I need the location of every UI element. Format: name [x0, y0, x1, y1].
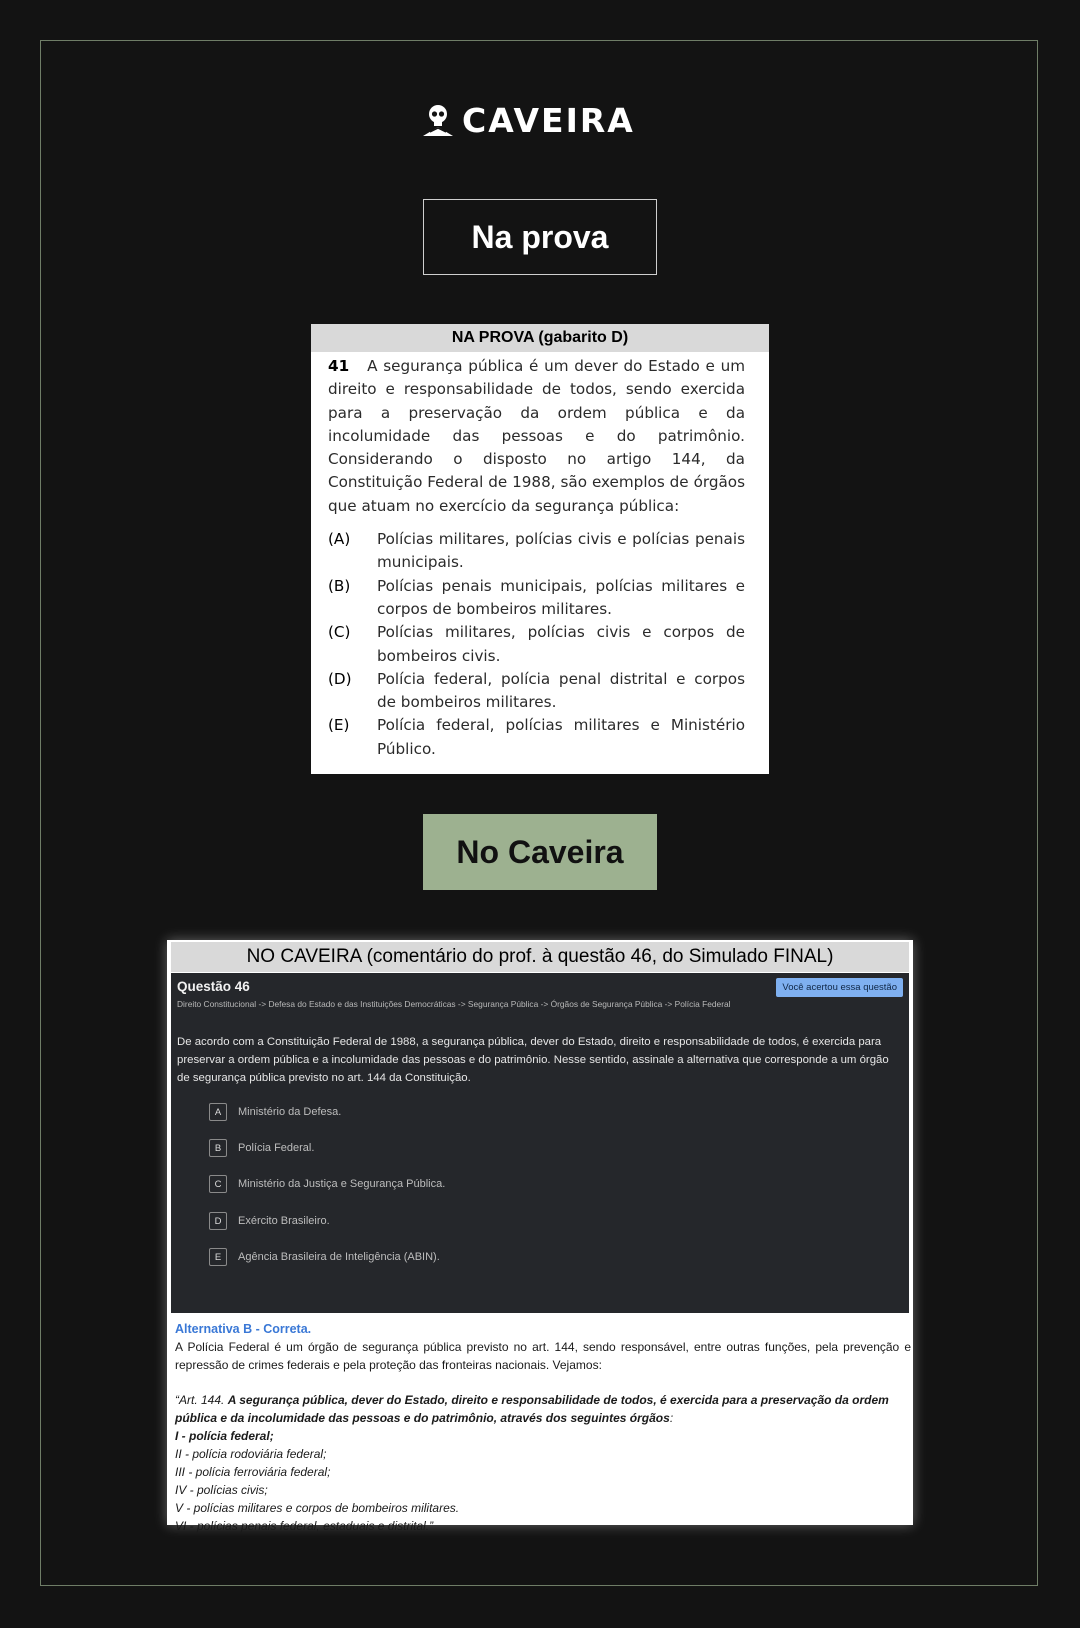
- law-quote-item: V - polícias militares e corpos de bombeiros militares.: [175, 1501, 460, 1515]
- exam-header: NA PROVA (gabarito D): [311, 324, 769, 352]
- alternative-letter[interactable]: A: [209, 1103, 227, 1121]
- exam-option: [328, 714, 745, 761]
- exam-option-text: Polícia federal, polícia penal distrital e corpos de bombeiros militares.: [377, 669, 745, 712]
- law-quote: [175, 1391, 911, 1535]
- law-quote-prefix: “Art. 144.: [175, 1393, 225, 1407]
- skull-icon: [420, 102, 456, 138]
- exam-option-letter: (C): [328, 623, 351, 642]
- question-statement: De acordo com a Constituição Federal de 1988, a segurança pública, dever do Estado, direito e responsabilidade de todos, é exercida para preservar a ordem pública e a incolumidade das pessoas e do patrimônio. Nesse sentido, assinale a alternativa que corresponde a um órgão de segurança pública previsto no art. 144 da Constituição.: [177, 1036, 889, 1084]
- alternative-letter[interactable]: C: [209, 1175, 227, 1193]
- exam-option-letter: (A): [328, 530, 351, 549]
- caveira-comment-card: [167, 940, 913, 1533]
- brand-logo[interactable]: [420, 98, 660, 142]
- alternative-option[interactable]: [209, 1212, 330, 1230]
- brand-logo-text: CAVEIRA: [462, 100, 635, 140]
- exam-stem: [328, 355, 745, 518]
- exam-option-letter: (B): [328, 576, 351, 595]
- alternative-option[interactable]: [209, 1103, 341, 1121]
- exam-option-text: Polícia federal, polícias militares e Ministério Público.: [377, 716, 745, 758]
- exam-option: [328, 575, 745, 622]
- question-title: Questão 46: [177, 979, 250, 994]
- alternative-letter[interactable]: D: [209, 1212, 227, 1230]
- alternative-text: Exército Brasileiro.: [238, 1215, 330, 1227]
- alternative-letter[interactable]: B: [209, 1139, 227, 1157]
- exam-option: [328, 668, 745, 715]
- exam-option-text: Polícias militares, polícias civis e polícias penais municipais.: [377, 530, 745, 572]
- alternative-text: Ministério da Justiça e Segurança Pública.: [238, 1178, 446, 1190]
- correct-answer-badge: Você acertou essa questão: [776, 978, 903, 997]
- alternative-text: Polícia Federal.: [238, 1142, 315, 1154]
- comment-title: Alternativa B - Correta.: [175, 1322, 312, 1336]
- exam-option: [328, 528, 745, 575]
- exam-option: [328, 621, 745, 668]
- question-breadcrumb[interactable]: Direito Constitucional -> Defesa do Estado e das Instituições Democráticas -> Segurança Pública -> Órgãos de Segurança Pública -> Polícia Federal: [177, 999, 731, 1009]
- no-caveira-label: No Caveira: [423, 814, 657, 890]
- law-quote-item: III - polícia ferroviária federal;: [175, 1465, 331, 1479]
- exam-option-letter: (E): [328, 716, 350, 735]
- exam-options: [328, 528, 745, 761]
- alternative-letter[interactable]: E: [209, 1248, 227, 1266]
- law-quote-caput: [175, 1391, 911, 1427]
- exam-stem-text: A segurança pública é um dever do Estado e um direito e responsabilidade de todos, sendo exercida para a preservação da ordem pública e da incolumidade das pessoas e do patrimônio. Considerando o disposto no artigo 144, da Constituição Federal de 1988, são exemplos de órgãos que atuam no exercício da segurança pública:: [328, 357, 745, 515]
- question-panel: [171, 973, 909, 1313]
- alternative-text: Agência Brasileira de Inteligência (ABIN).: [238, 1251, 440, 1263]
- exam-question-number: 41: [328, 357, 350, 375]
- law-quote-item: II - polícia rodoviária federal;: [175, 1447, 327, 1461]
- alternative-option[interactable]: [209, 1175, 445, 1193]
- exam-question-card: [311, 324, 769, 774]
- law-quote-colon: :: [669, 1411, 674, 1425]
- law-quote-item: VI - polícias penais federal, estaduais e distrital.”: [175, 1519, 434, 1533]
- caveira-header: NO CAVEIRA (comentário do prof. à questão 46, do Simulado FINAL): [171, 942, 909, 972]
- exam-option-letter: (D): [328, 669, 352, 688]
- alternative-option[interactable]: [209, 1248, 440, 1266]
- law-quote-item: IV - polícias civis;: [175, 1483, 268, 1497]
- alternative-option[interactable]: [209, 1139, 314, 1157]
- law-quote-bold: A segurança pública, dever do Estado, direito e responsabilidade de todos, é exercida para a preservação da ordem pública e da incolumidade das pessoas e do patrimônio, através dos seguintes órgãos: [175, 1393, 889, 1425]
- exam-option-text: Polícias penais municipais, polícias militares e corpos de bombeiros militares.: [377, 576, 745, 618]
- comment-text: A Polícia Federal é um órgão de segurança pública previsto no art. 144, sendo responsável, entre outras funções, pela prevenção e repressão de crimes federais e pela proteção das fronteiras nacionais. Vejamos:: [175, 1340, 911, 1372]
- na-prova-label: Na prova: [423, 199, 657, 275]
- law-quote-item: I - polícia federal;: [175, 1429, 274, 1443]
- alternative-text: Ministério da Defesa.: [238, 1106, 342, 1118]
- exam-option-text: Polícias militares, polícias civis e corpos de bombeiros civis.: [377, 623, 745, 665]
- teacher-comment: [175, 1320, 911, 1535]
